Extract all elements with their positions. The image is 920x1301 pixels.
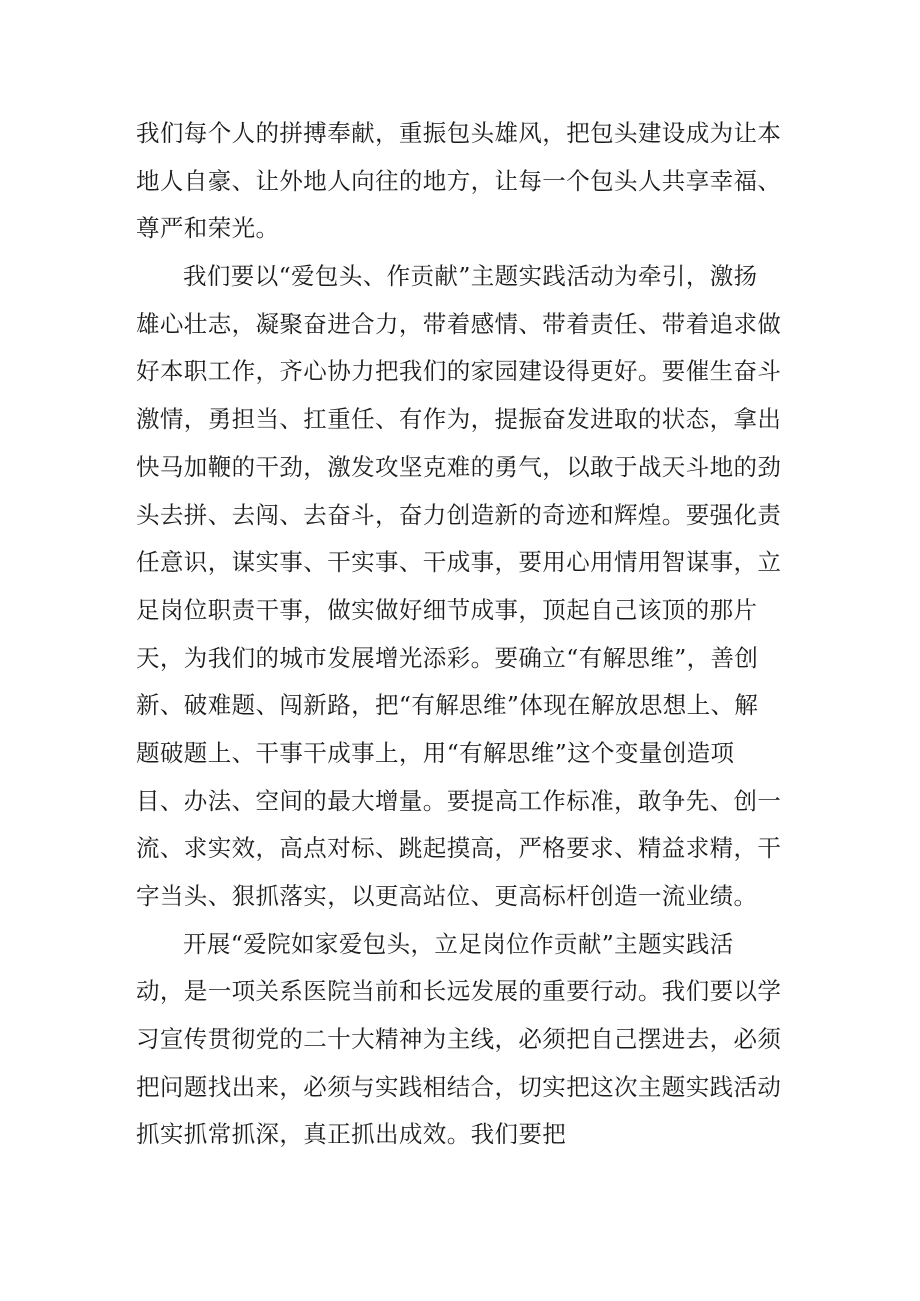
text-line: 地人自豪、让外地人向往的地方，让每一个包头人共享幸福、	[136, 166, 782, 195]
text-line: 尊严和荣光。	[136, 214, 280, 243]
text-line: 开展“爱院如家爱包头，立足岗位作贡献”主题实践活	[183, 929, 734, 958]
text-line: 把问题找出来，必须与实践相结合，切实把这次主题实践活动	[136, 1072, 782, 1101]
text-line: 习宣传贯彻党的二十大精神为主线，必须把自己摆进去，必须	[136, 1025, 782, 1054]
text-line: 题破题上、干事干成事上，用“有解思维”这个变量创造项	[136, 738, 735, 767]
text-line: 抓实抓常抓深，真正抓出成效。我们要把	[136, 1120, 567, 1149]
text-line: 雄心壮志，凝聚奋进合力，带着感情、带着责任、带着追求做	[136, 309, 782, 338]
paragraph-2	[136, 253, 782, 921]
text-line: 好本职工作，齐心协力把我们的家园建设得更好。要催生奋斗	[136, 357, 782, 386]
paragraph-1	[136, 110, 782, 253]
text-line: 流、求实效，高点对标、跳起摸高，严格要求、精益求精，干	[136, 834, 782, 863]
text-line: 头去拼、去闯、去奋斗，奋力创造新的奇迹和辉煌。要强化责	[136, 500, 782, 529]
paragraph-3	[136, 921, 782, 1159]
text-line: 我们每个人的拼搏奉献，重振包头雄风，把包头建设成为让本	[136, 119, 782, 147]
text-line: 动，是一项关系医院当前和长远发展的重要行动。我们要以学	[136, 977, 782, 1006]
text-line: 新、破难题、闯新路，把“有解思维”体现在解放思想上、解	[136, 691, 759, 720]
text-line: 激情，勇担当、扛重任、有作为，提振奋发进取的状态，拿出	[136, 405, 782, 434]
text-line: 足岗位职责干事，做实做好细节成事，顶起自己该顶的那片	[136, 595, 758, 624]
text-line: 字当头、狠抓落实，以更高站位、更高标杆创造一流业绩。	[136, 882, 758, 910]
text-line: 任意识，谋实事、干实事、干成事，要用心用情用智谋事，立	[136, 548, 782, 577]
text-line: 快马加鞭的干劲，激发攻坚克难的勇气，以敢于战天斗地的劲	[136, 452, 782, 481]
text-line: 目、办法、空间的最大增量。要提高工作标准，敢争先、创一	[136, 786, 782, 815]
text-line: 我们要以“爱包头、作贡献”主题实践活动为牵引，激扬	[183, 262, 758, 291]
text-line: 天，为我们的城市发展增光添彩。要确立“有解思维”，善创	[136, 643, 759, 672]
document-body	[136, 110, 782, 1159]
